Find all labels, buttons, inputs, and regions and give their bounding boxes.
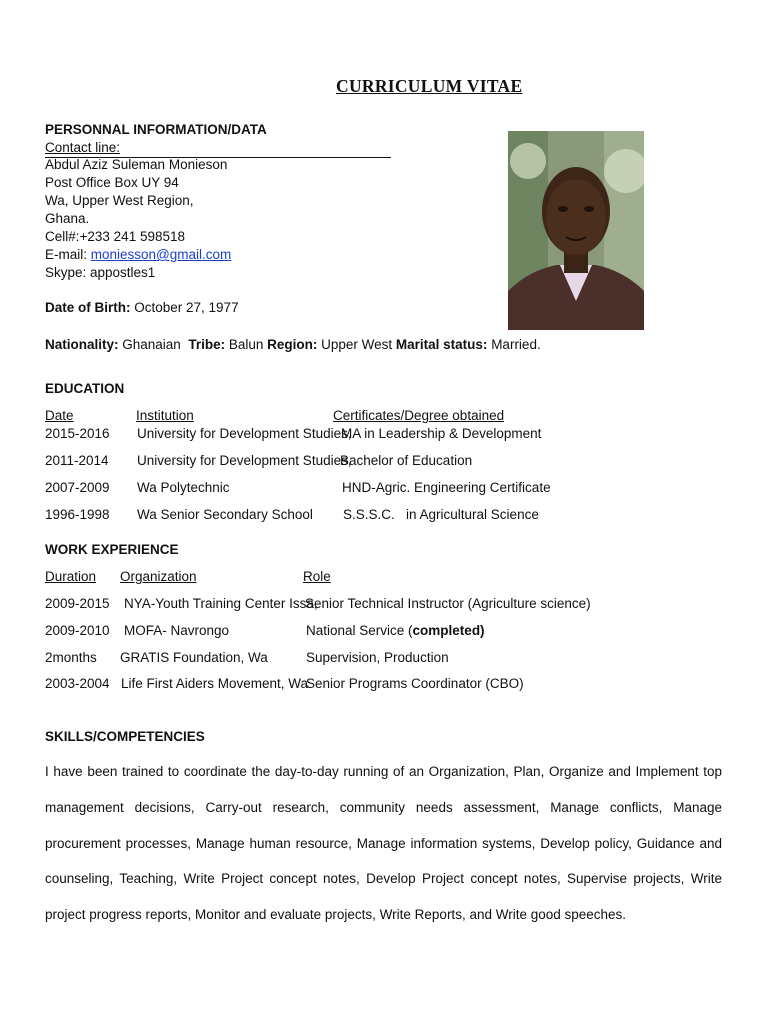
work-row-3-duration: 2months — [45, 650, 97, 665]
work-row-2-duration: 2009-2010 — [45, 623, 110, 638]
edu-header-date: Date — [45, 408, 74, 423]
skills-paragraph: I have been trained to coordinate the day-to-day running of an Organization, Plan, Organize and Implement top management decisions, Carry-out research, community needs assessment, Manage conflicts, Manage procurement processes, Manage human resource, Manage information systems, Develop policy, Guidance and counseling, Teaching, Write Project concept notes, Develop Project concept notes, Supervise projects, Write project progress reports, Monitor and evaluate projects, Write Reports, and Write good speeches. — [45, 764, 722, 923]
edu-row-1-date: 2015-2016 — [45, 426, 110, 441]
edu-row-2-certificate: Bachelor of Education — [340, 453, 473, 468]
marital-label: Marital status: — [395, 337, 488, 352]
edu-row-2-institution: University for Development Studies, — [137, 453, 352, 468]
nationality-label: Nationality: — [45, 337, 119, 352]
personal-details-line — [45, 336, 541, 354]
work-row-2-organization: MOFA- Navrongo — [124, 623, 230, 638]
work-header-role: Role — [303, 569, 331, 584]
nationality-value: Ghanaian — [118, 337, 189, 352]
dob-line — [45, 299, 239, 317]
cell-number: Cell#:+233 241 598518 — [45, 229, 185, 244]
edu-row-4-date: 1996-1998 — [45, 507, 110, 522]
personal-heading: PERSONNAL INFORMATION/DATA — [45, 122, 267, 137]
profile-photo — [508, 131, 644, 330]
work-row-1-role: Senior Technical Instructor (Agriculture science) — [305, 596, 591, 611]
edu-row-3-date: 2007-2009 — [45, 480, 110, 495]
work-row-4-role: Senior Programs Coordinator (CBO) — [306, 676, 524, 691]
skills-heading: SKILLS/COMPETENCIES — [45, 729, 205, 744]
work-header-duration: Duration — [45, 569, 97, 584]
contact-label-text: Contact line: — [45, 140, 121, 155]
edu-row-4-certificate: S.S.S.C. in Agricultural Science — [343, 507, 539, 522]
edu-row-4-institution: Wa Senior Secondary School — [137, 507, 313, 522]
email-link[interactable]: moniesson@gmail.com — [90, 247, 232, 262]
region-label: Region: — [267, 337, 318, 352]
work-header-organization: Organization — [120, 569, 197, 584]
work-heading: WORK EXPERIENCE — [45, 542, 179, 557]
dob-label: Date of Birth: — [45, 300, 131, 315]
email-label: E-mail: — [45, 247, 91, 262]
email-line — [45, 246, 231, 264]
education-heading: EDUCATION — [45, 381, 125, 396]
address-line-3: Ghana. — [45, 211, 90, 226]
edu-row-1-institution: University for Development Studies, — [137, 426, 352, 441]
work-row-1-organization: NYA-Youth Training Center Issa, — [124, 596, 318, 611]
tribe-value: Balun — [225, 337, 268, 352]
work-row-3-role: Supervision, Production — [306, 650, 449, 665]
work-row-1-duration: 2009-2015 — [45, 596, 110, 611]
work-row-4-organization: Life First Aiders Movement, Wa — [121, 676, 309, 691]
work-row-4-duration: 2003-2004 — [45, 676, 110, 691]
page-title: CURRICULUM VITAE — [336, 76, 523, 96]
edu-row-1-certificate: MA in Leadership & Development — [341, 426, 542, 441]
edu-header-certificate: Certificates/Degree obtained — [333, 408, 505, 423]
edu-row-3-certificate: HND-Agric. Engineering Certificate — [342, 480, 551, 495]
tribe-label: Tribe: — [188, 337, 226, 352]
contact-name: Abdul Aziz Suleman Monieson — [45, 157, 228, 172]
profile-photo-image — [508, 131, 644, 330]
address-line-1: Post Office Box UY 94 — [45, 175, 179, 190]
work-row-2-role-text: National Service ( — [306, 623, 413, 638]
work-row-3-organization: GRATIS Foundation, Wa — [120, 650, 268, 665]
marital-value: Married. — [487, 337, 541, 352]
address-line-2: Wa, Upper West Region, — [45, 193, 194, 208]
work-row-2-role — [306, 622, 485, 640]
dob-value: October 27, 1977 — [130, 300, 239, 315]
skype-line: Skype: appostles1 — [45, 265, 156, 280]
edu-row-3-institution: Wa Polytechnic — [137, 480, 230, 495]
edu-header-institution: Institution — [136, 408, 194, 423]
completed-label: completed) — [412, 623, 485, 638]
region-value: Upper West — [317, 337, 396, 352]
edu-row-2-date: 2011-2014 — [45, 453, 109, 468]
